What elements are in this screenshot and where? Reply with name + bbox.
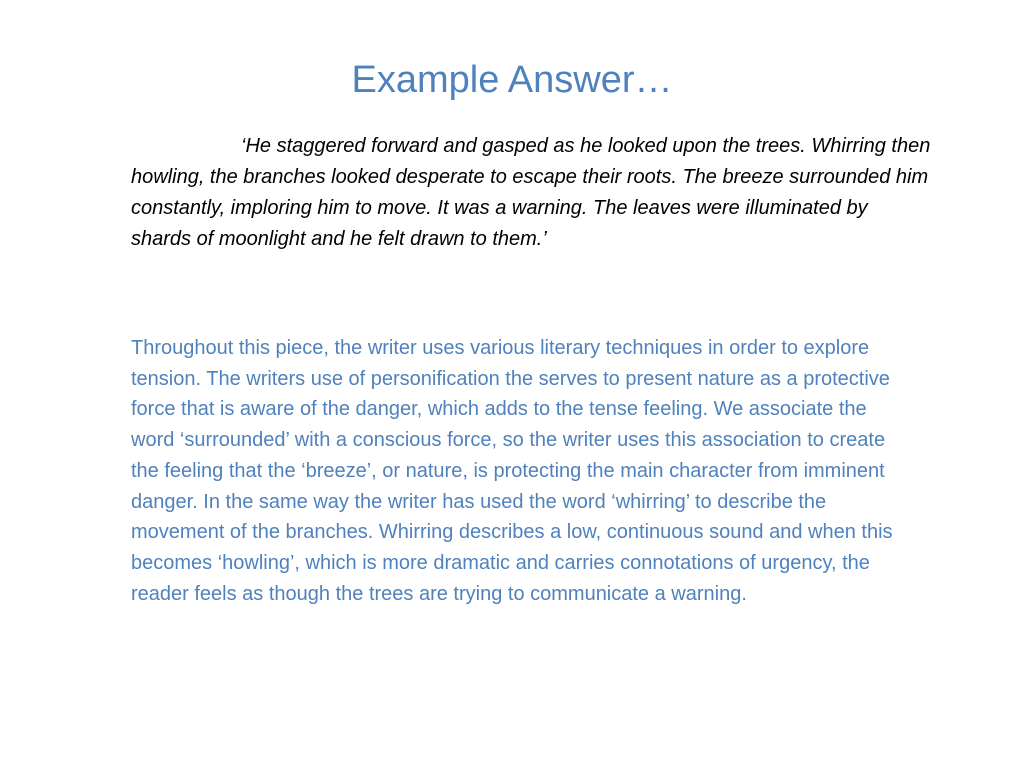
analysis-paragraph: Throughout this piece, the writer uses various literary techniques in order to explore tension. The writers use of personification the serves to present nature as a protective force that is aware of the danger, which adds to the tense feeling. We associate the word ‘surrounded’ with a conscious force, so the writer uses this association to create the feeling that the ‘breeze’, or nature, is protecting the main character from imminent danger. In the same way the writer has used the word ‘whirring’ to describe the movement of the branches. Whirring describes a low, continuous sound and when this becomes ‘howling’, which is more dramatic and carries connotations of urgency, the reader feels as though the trees are trying to communicate a warning. bbox=[131, 337, 893, 605]
slide-title: Example Answer… bbox=[351, 59, 673, 101]
quote-paragraph: ‘He staggered forward and gasped as he looked upon the trees. Whirring then howling, the branches looked desperate to escape their roots. The breeze surrounded him constantly, imploring him to move. It was a warning. The leaves were illuminated by shards of moonlight and he felt drawn to them.’ bbox=[131, 135, 931, 250]
